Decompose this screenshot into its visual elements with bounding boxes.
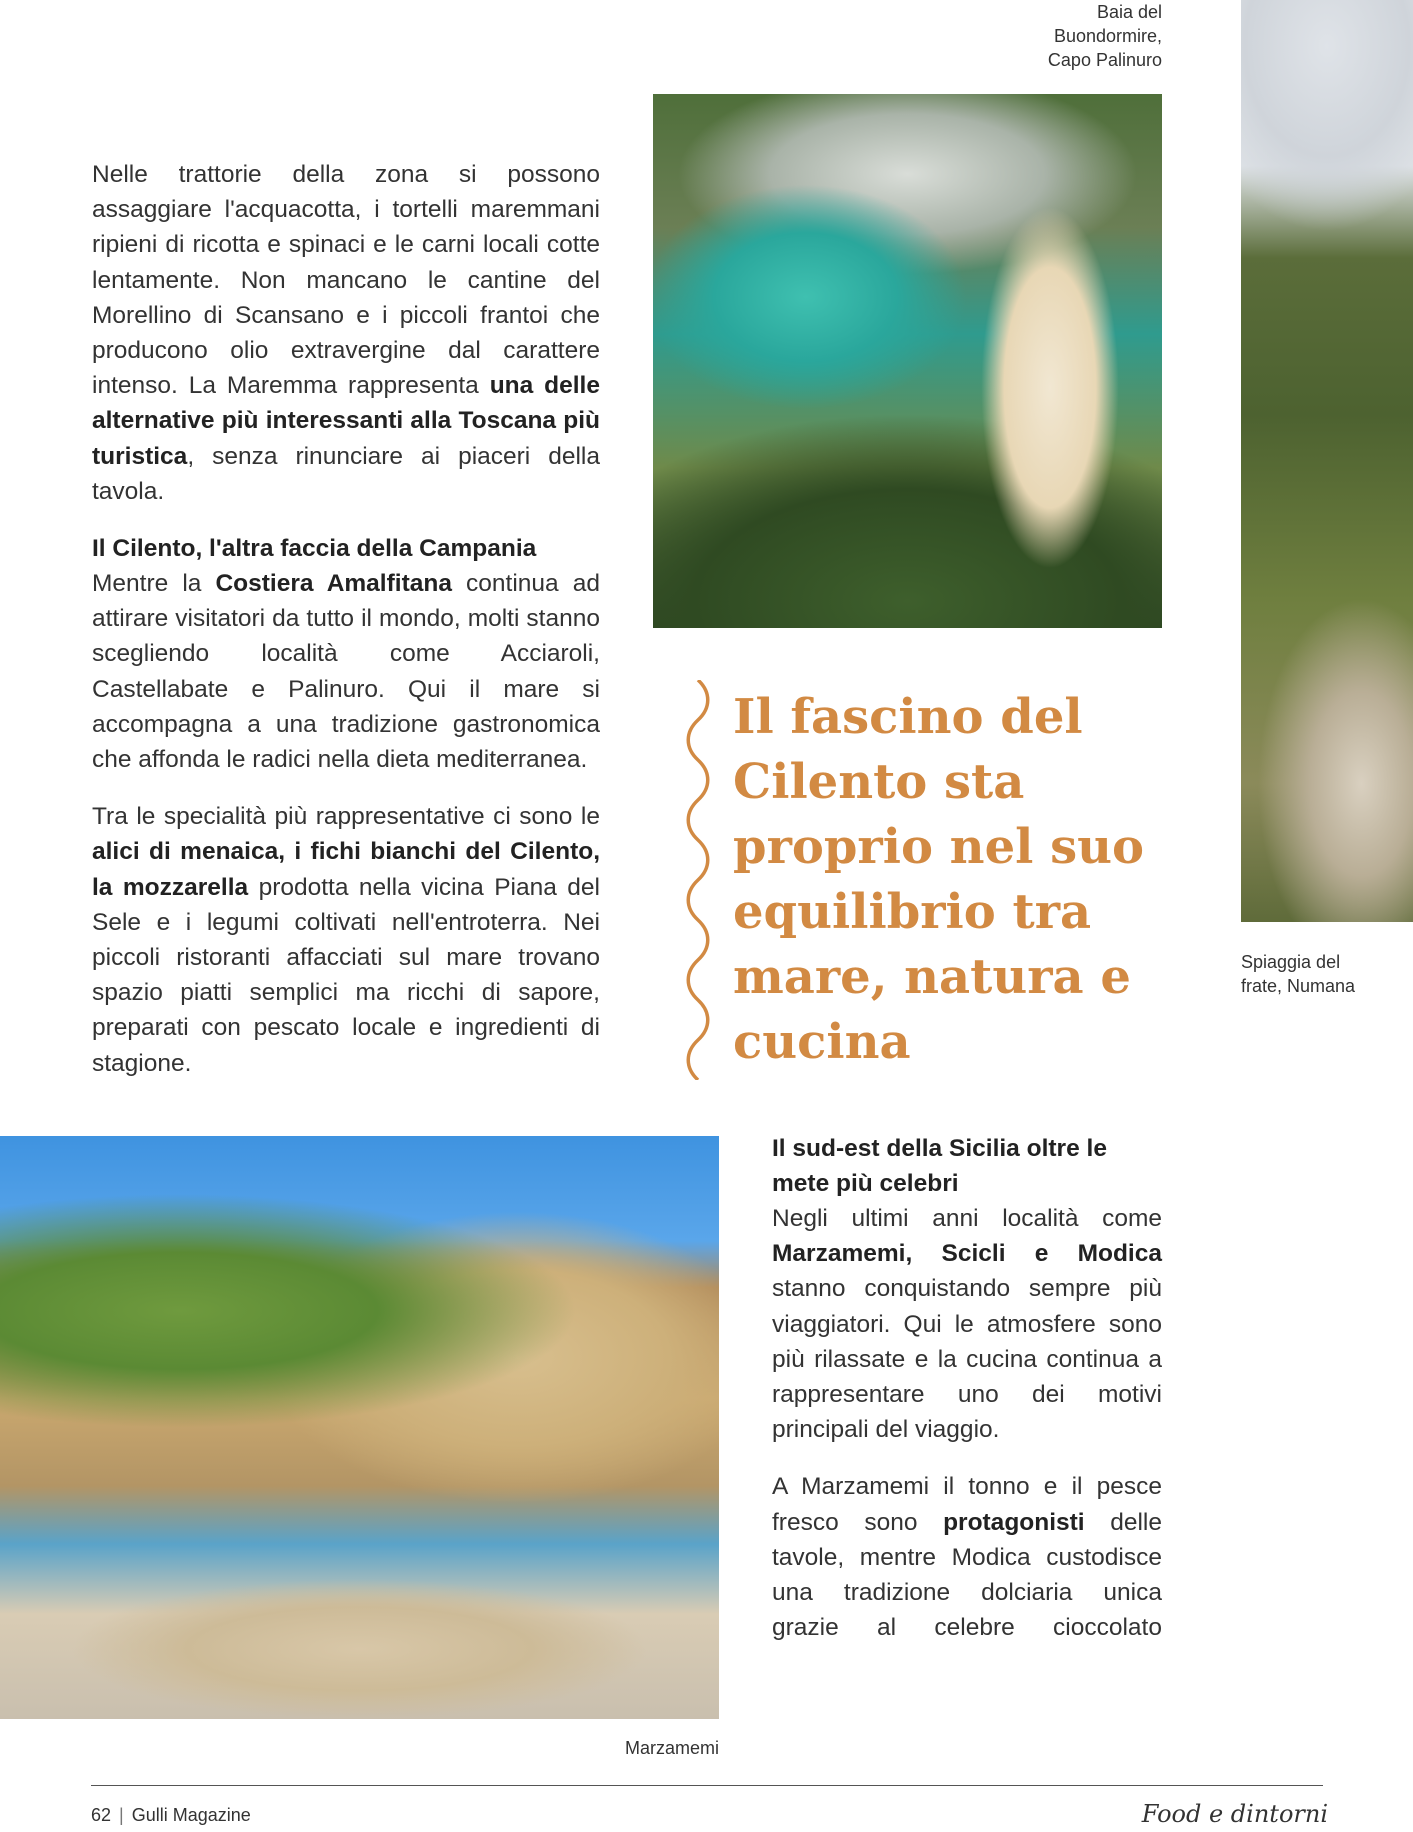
paragraph-specialita (92, 799, 600, 1081)
text-run: delle tavole, mentre Modica custodisce una tradizione dolciaria unica grazie al celebre cioccolato (772, 1508, 1162, 1642)
paragraph-sicilia (772, 1201, 1162, 1447)
caption-marzamemi: Marzamemi (624, 1738, 719, 1758)
caption-cove: Baia del Buondormire, Capo Palinuro (1047, 2, 1162, 70)
paragraph-maremma (92, 157, 600, 509)
pull-quote: Il fascino del Cilento sta proprio nel suo equilibrio tra mare, natura e cucina (733, 689, 1144, 1070)
page-number: 62 (91, 1805, 112, 1825)
text-run: , senza rinunciare ai piaceri della tavola. (92, 442, 600, 505)
column-left (92, 157, 600, 1081)
text-run: A Marzamemi il tonno e il pesce fresco sono (772, 1473, 1162, 1536)
text-run-bold: protagonisti (943, 1508, 1085, 1536)
footer-separator: | (119, 1805, 124, 1825)
heading-sicilia: Il sud-est della Sicilia oltre le mete più celebri (772, 1135, 1107, 1197)
caption-forest: Spiaggia del frate, Numana (1241, 952, 1356, 996)
column-right (772, 1131, 1162, 1645)
text-run: continua ad attirare visitatori da tutto il mondo, molti stanno scegliendo località come Acciaroli, Castellabate e Palinuro. Qui il mare si accompagna a una tradizione gastronomica che affonda le radici nella dieta mediterranea. (92, 570, 600, 774)
paragraph-cilento (92, 566, 600, 777)
heading-cilento: Il Cilento, l'altra faccia della Campania (92, 535, 537, 563)
text-run: Mentre la (92, 570, 216, 598)
footer-left (91, 1805, 251, 1826)
text-run: prodotta nella vicina Piana del Sele e i legumi coltivati nell'entroterra. Nei piccoli ristoranti affacciati sul mare trovano spazio piatti semplici ma ricchi di sapore, preparati con pescato locale e ingredienti di stagione. (92, 873, 601, 1077)
text-run: Tra le specialità più rappresentative ci sono le (92, 803, 600, 831)
text-run: Nelle trattorie della zona si possono assaggiare l'acquacotta, i tortelli maremmani ripieni di ricotta e spinaci e le carni locali cotte lentamente. Non mancano le cantine del Morellino di Scansano e i piccoli frantoi che producono olio extravergine dal carattere intenso. La Maremma rappresenta (92, 161, 600, 400)
section-name: Food e dintorni (1141, 1800, 1328, 1828)
quote-wave-decoration (683, 680, 713, 1080)
magazine-name: Gulli Magazine (131, 1805, 251, 1825)
text-run-bold: una delle alternative più interessanti alla Toscana più turistica (92, 372, 600, 470)
photo-spiaggia-del-frate (1241, 0, 1413, 922)
text-run: Negli ultimi anni località come (772, 1205, 1162, 1232)
photo-marzamemi (0, 1136, 719, 1719)
photo-baia-del-buondormire (653, 94, 1162, 628)
text-run: stanno conquistando sempre più viaggiatori. Qui le atmosfere sono più rilassate e la cucina continua a rappresentare uno dei motivi principali del viaggio. (772, 1275, 1162, 1444)
paragraph-marzamemi (772, 1469, 1162, 1645)
footer-rule (91, 1785, 1323, 1786)
text-run-bold: Marzamemi, Scicli e Modica (772, 1240, 1162, 1268)
text-run-bold: alici di menaica, i fichi bianchi del Cilento, la mozzarella (92, 838, 600, 901)
text-run-bold: Costiera Amalfitana (215, 570, 452, 598)
